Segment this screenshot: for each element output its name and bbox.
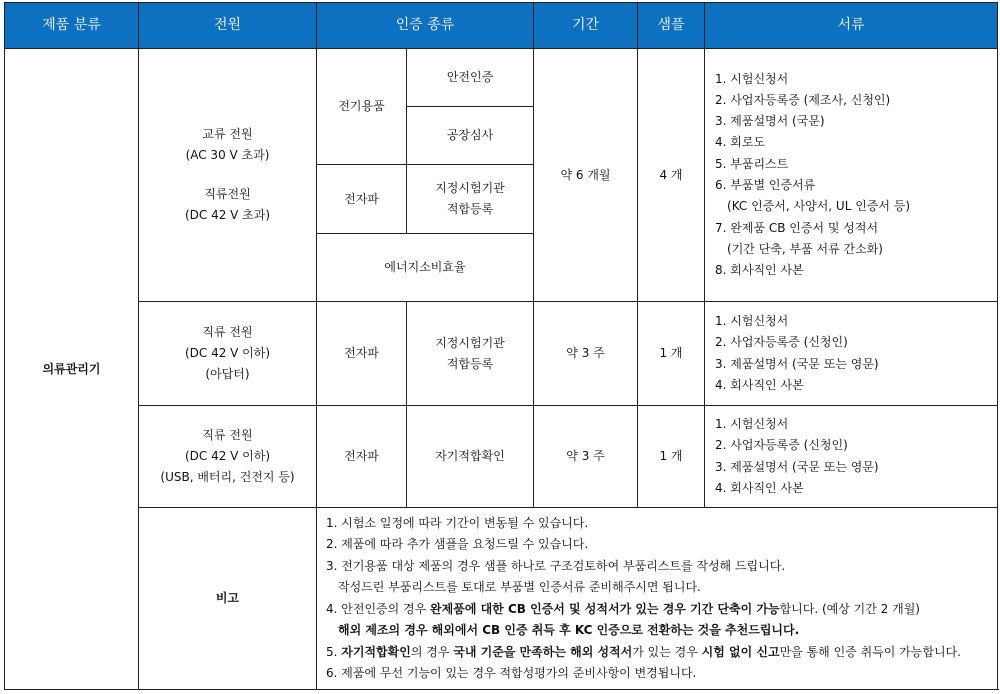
doc-item: 1. 시험신청서 xyxy=(715,71,789,86)
remark-4-cont: 해외 제조의 경우 해외에서 CB 인증 취득 후 KC 인증으로 전환하는 것을 추천드립니다. xyxy=(338,623,800,637)
header-period: 기간 xyxy=(534,3,638,49)
doc-item: 6. 부품별 인증서류 xyxy=(715,178,816,192)
power-line3: (USB, 배터리, 건전지 등) xyxy=(160,470,295,484)
cert-group-row3: 전자파 xyxy=(317,406,407,508)
product-category: 의류관리기 xyxy=(5,49,139,690)
header-power: 전원 xyxy=(139,3,317,49)
doc-item-detail: (KC 인증서, 사양서, UL 인증서 등) xyxy=(727,199,911,214)
power-a-line1: 교류 전원 xyxy=(202,127,253,141)
cert-factory: 공장심사 xyxy=(407,107,534,165)
doc-item: 1. 시험신청서 xyxy=(715,416,789,431)
remark-4-post: 합니다. (예상 기간 2 개월) xyxy=(779,601,920,616)
power-dc-adapter xyxy=(139,302,317,406)
remark-2: 2. 제품에 따라 추가 샘플을 요청드릴 수 있습니다. xyxy=(326,537,589,551)
period-row3: 약 3 주 xyxy=(534,406,638,508)
header-sample: 샘플 xyxy=(638,3,705,49)
power-line2: (DC 42 V 이하) xyxy=(184,449,271,463)
documents-row3 xyxy=(705,406,998,508)
doc-item: 4. 회사직인 사본 xyxy=(715,377,804,392)
header-documents: 서류 xyxy=(705,3,998,49)
cert-type-row2 xyxy=(407,302,534,406)
doc-item: 2. 사업자등록증 (제조사, 신청인) xyxy=(715,92,891,107)
power-ac-dc-high xyxy=(139,49,317,302)
power-b-line2: (DC 42 V 초과) xyxy=(184,208,271,222)
certification-table xyxy=(4,2,998,690)
doc-item: 1. 시험신청서 xyxy=(715,313,789,328)
period-row1: 약 6 개월 xyxy=(534,49,638,302)
header-row xyxy=(5,3,998,49)
period-row2: 약 3 주 xyxy=(534,302,638,406)
doc-item: 4. 회로도 xyxy=(715,135,766,150)
power-line3: (아답터) xyxy=(205,367,250,381)
power-line1: 직류 전원 xyxy=(202,325,253,339)
remark-6: 6. 제품에 무선 기능이 있는 경우 적합성평가의 준비사항이 변경됩니다. xyxy=(326,666,697,680)
doc-item: 3. 제품설명서 (국문) xyxy=(715,114,825,129)
cert-group-row2: 전자파 xyxy=(317,302,407,406)
remarks-content xyxy=(317,508,998,690)
remark-4-pre: 4. 안전인증의 경우 xyxy=(326,601,431,616)
doc-item: 2. 사업자등록증 (신청인) xyxy=(715,438,848,453)
cert-group-radio: 전자파 xyxy=(317,165,407,234)
cert-type-row3: 자기적합확인 xyxy=(407,406,534,508)
remark-5-t2: 가 있는 경우 xyxy=(632,644,702,659)
remark-4 xyxy=(326,599,997,621)
doc-item: 7. 완제품 CB 인증서 및 성적서 xyxy=(715,220,879,235)
remark-4-bold: 완제품에 대한 CB 인증서 및 성적서가 있는 경우 기간 단축이 가능 xyxy=(430,601,780,616)
remark-3-cont: 작성드린 부품리스트를 토대로 부품별 인증서류 준비해주시면 됩니다. xyxy=(338,580,701,594)
cert-lab-line2: 적합등록 xyxy=(446,202,494,216)
remark-5-t1: 의 경우 xyxy=(410,644,454,659)
doc-item: 2. 사업자등록증 (신청인) xyxy=(715,335,848,350)
doc-item: 4. 회사직인 사본 xyxy=(715,480,804,495)
header-cert-type: 인증 종류 xyxy=(317,3,534,49)
remark-5-pre: 5. xyxy=(326,644,342,659)
remarks-label: 비고 xyxy=(139,508,317,690)
power-a-line2: (AC 30 V 초과) xyxy=(185,148,270,162)
doc-item: 3. 제품설명서 (국문 또는 영문) xyxy=(715,459,879,474)
cert-line1: 지정시험기관 xyxy=(435,335,505,350)
remark-5-t3: 만을 통해 인증 취득이 가능합니다. xyxy=(779,644,961,659)
sample-row3: 1 개 xyxy=(638,406,705,508)
sample-row2: 1 개 xyxy=(638,302,705,406)
doc-item: 8. 회사직인 사본 xyxy=(715,263,804,278)
power-dc-usb xyxy=(139,406,317,508)
cert-group-electric: 전기용품 xyxy=(317,49,407,165)
power-b-line1: 직류전원 xyxy=(204,187,251,201)
doc-item: 3. 제품설명서 (국문 또는 영문) xyxy=(715,356,879,371)
power-line1: 직류 전원 xyxy=(202,428,253,442)
documents-row1 xyxy=(705,49,998,302)
cert-energy-efficiency: 에너지소비효율 xyxy=(317,234,534,302)
doc-item-detail: (기간 단축, 부품 서류 간소화) xyxy=(727,241,883,256)
remark-5 xyxy=(326,642,997,664)
remark-3: 3. 전기용품 대상 제품의 경우 샘플 하나로 구조검토하여 부품리스트를 작성해 드립니다. xyxy=(326,558,786,573)
header-category: 제품 분류 xyxy=(5,3,139,49)
remark-5-b1: 자기적합확인 xyxy=(341,644,411,659)
remark-5-b2: 국내 기준을 만족하는 해외 성적서 xyxy=(453,644,633,659)
remark-5-b3: 시험 없이 신고 xyxy=(701,644,780,659)
doc-item: 5. 부품리스트 xyxy=(715,156,789,171)
documents-row2 xyxy=(705,302,998,406)
cert-lab-registration xyxy=(407,165,534,234)
sample-row1: 4 개 xyxy=(638,49,705,302)
remark-1: 1. 시험소 일정에 따라 기간이 변동될 수 있습니다. xyxy=(326,515,589,530)
cert-lab-line1: 지정시험기관 xyxy=(435,181,505,195)
power-line2: (DC 42 V 이하) xyxy=(184,346,271,360)
cert-safety: 안전인증 xyxy=(407,49,534,107)
cert-line2: 적합등록 xyxy=(446,356,494,371)
